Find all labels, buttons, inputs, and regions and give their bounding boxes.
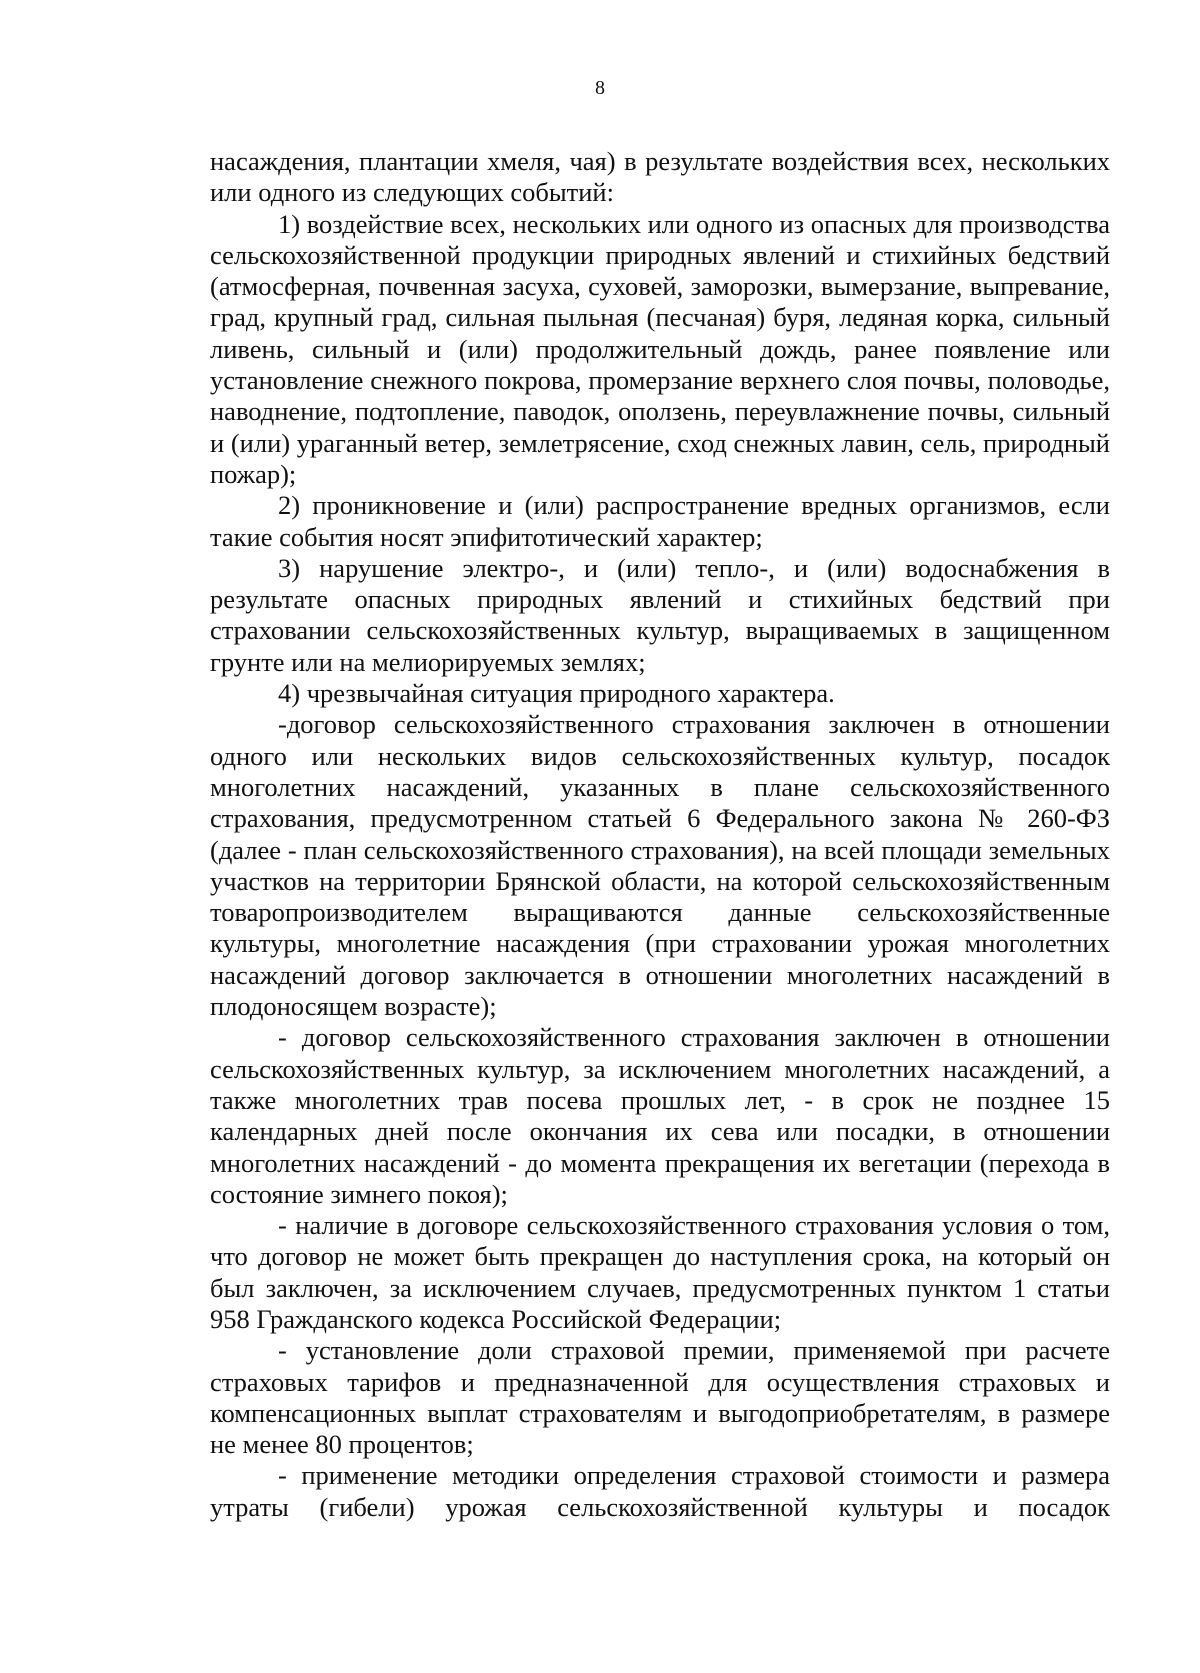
- paragraph-condition-contract-scope: -договор сельскохозяйственного страхования заключен в отношении одного или нескольких видов сельскохозяйственных культур, посадок многолетних насаждений, указанных в плане сельскохозяйственного страхования, предусмотренном статьей 6 Федерального закона № 260-ФЗ (далее - план сельскохозяйственного страхования), на всей площади земельных участков на территории Брянской области, на которой сельскохозяйственным товаропроизводителем выращиваются данные сельскохозяйственные культуры, многолетние насаждения (при страховании урожая многолетних насаждений договор заключается в отношении многолетних насаждений в плодоносящем возрасте);: [210, 709, 1110, 1022]
- paragraph-item-2: 2) проникновение и (или) распространение вредных организмов, если такие события носят эпифитотический характер;: [210, 490, 1110, 552]
- document-body: [210, 146, 1110, 1523]
- paragraph-condition-contract-term: - договор сельскохозяйственного страхования заключен в отношении сельскохозяйственных культур, за исключением многолетних насаждений, а также многолетних трав посева прошлых лет, - в срок не позднее 15 календарных дней после окончания их сева или посадки, в отношении многолетних насаждений - до момента прекращения их вегетации (перехода в состояние зимнего покоя);: [210, 1022, 1110, 1209]
- paragraph-condition-premium-share: - установление доли страховой премии, применяемой при расчете страховых тарифов и предназначенной для осуществления страховых и компенсационных выплат страхователям и выгодоприобретателям, в размере не менее 80 процентов;: [210, 1335, 1110, 1460]
- paragraph-condition-methodology: - применение методики определения страховой стоимости и размера утраты (гибели) урожая сельскохозяйственной культуры и посадок: [210, 1460, 1110, 1522]
- paragraph-item-3: 3) нарушение электро-, и (или) тепло-, и (или) водоснабжения в результате опасных природных явлений и стихийных бедствий при страховании сельскохозяйственных культур, выращиваемых в защищенном грунте или на мелиорируемых землях;: [210, 552, 1110, 677]
- paragraph-condition-no-termination: - наличие в договоре сельскохозяйственного страхования условия о том, что договор не может быть прекращен до наступления срока, на который он был заключен, за исключением случаев, предусмотренных пунктом 1 статьи 958 Гражданского кодекса Российской Федерации;: [210, 1210, 1110, 1334]
- paragraph-continuation: насаждения, плантации хмеля, чая) в результате воздействия всех, нескольких или одного из следующих событий:: [210, 146, 1110, 208]
- paragraph-item-4: 4) чрезвычайная ситуация природного характера.: [278, 678, 835, 709]
- page-number: 8: [595, 77, 605, 99]
- paragraph-item-1: 1) воздействие всех, нескольких или одного из опасных для производства сельскохозяйственной продукции природных явлений и стихийных бедствий (атмосферная, почвенная засуха, суховей, заморозки, вымерзание, выпревание, град, крупный град, сильная пыльная (песчаная) буря, ледяная корка, сильный ливень, сильный и (или) продолжительный дождь, ранее появление или установление снежного покрова, промерзание верхнего слоя почвы, половодье, наводнение, подтопление, паводок, оползень, переувлажнение почвы, сильный и (или) ураганный ветер, землетрясение, сход снежных лавин, сель, природный пожар);: [210, 208, 1110, 489]
